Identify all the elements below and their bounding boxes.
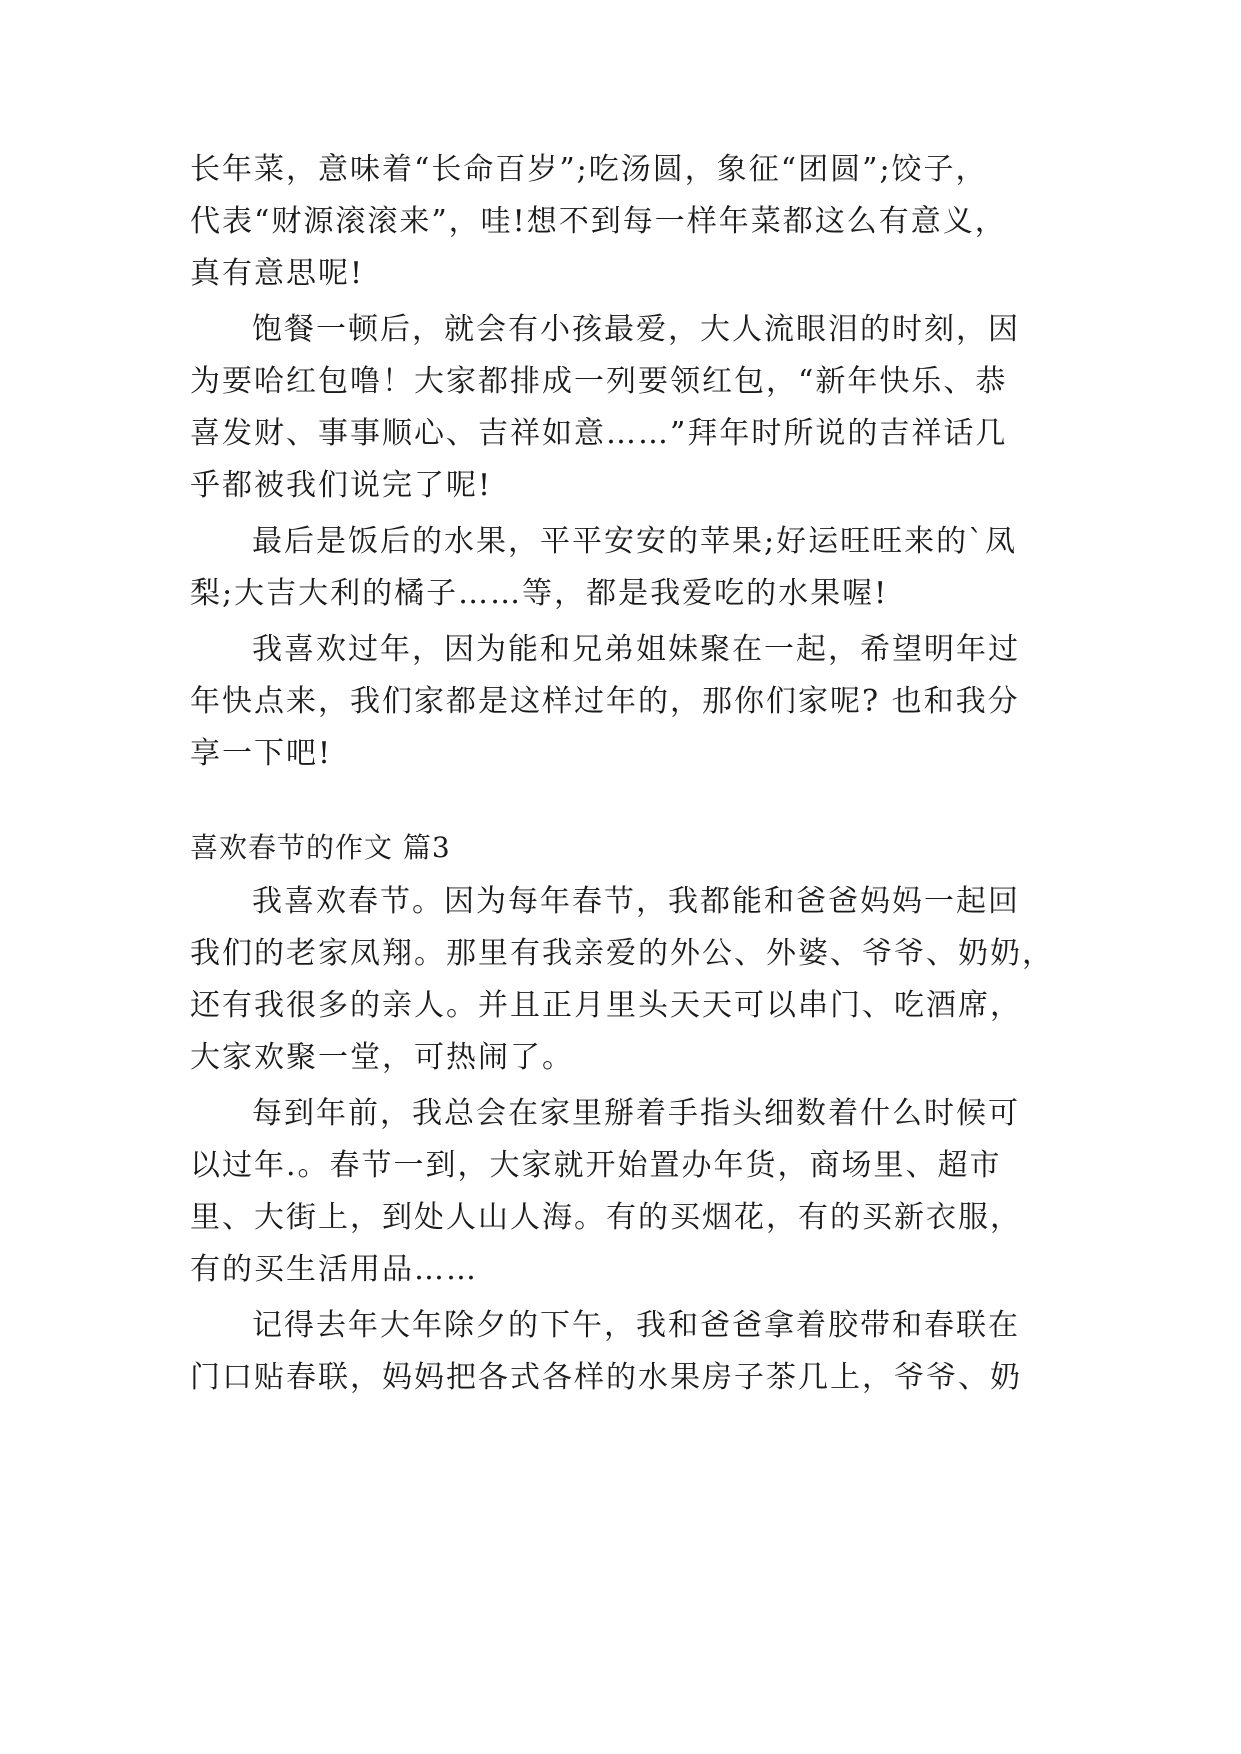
text-line: 享一下吧! bbox=[190, 736, 333, 771]
text-line: 里、大街上，到处人山人海。有的买烟花，有的买新衣服， bbox=[190, 1200, 1022, 1235]
text-line: 最后是饭后的水果，平平安安的苹果;好运旺旺来的`凤 bbox=[252, 524, 1018, 559]
text-line: 年快点来，我们家都是这样过年的，那你们家呢? 也和我分 bbox=[190, 684, 1020, 719]
text-line: 长年菜，意味着“长命百岁”;吃汤圆，象征“团圆”;饺子， bbox=[190, 152, 988, 187]
text-line: 喜发财、事事顺心、吉祥如意……”拜年时所说的吉祥话几 bbox=[190, 416, 1008, 451]
text-line: 大家欢聚一堂，可热闹了。 bbox=[190, 1040, 574, 1075]
text-line: 代表“财源滚滚来”，哇!想不到每一样年菜都这么有意义， bbox=[190, 204, 1007, 239]
text-line: 每到年前，我总会在家里掰着手指头细数着什么时候可 bbox=[252, 1096, 1020, 1131]
text-line: 记得去年大年除夕的下午，我和爸爸拿着胶带和春联在 bbox=[252, 1308, 1020, 1343]
text-line: 门口贴春联，妈妈把各式各样的水果房子茶几上，爷爷、奶 bbox=[190, 1360, 1022, 1395]
text-line: 乎都被我们说完了呢! bbox=[190, 468, 493, 503]
text-line: 真有意思呢! bbox=[190, 256, 365, 291]
text-line: 以过年.。春节一到，大家就开始置办年货，商场里、超市 bbox=[190, 1148, 1002, 1183]
section-title: 喜欢春节的作文 篇3 bbox=[190, 831, 451, 864]
text-line: 梨;大吉大利的橘子……等，都是我爱吃的水果喔! bbox=[190, 576, 889, 611]
text-line: 我们的老家凤翔。那里有我亲爱的外公、外婆、爷爷、奶奶， bbox=[190, 936, 1054, 971]
text-line: 有的买生活用品…… bbox=[190, 1252, 478, 1287]
text-line: 为要哈红包噜！大家都排成一列要领红包，“新年快乐、恭 bbox=[190, 364, 1008, 399]
text-line: 我喜欢春节。因为每年春节，我都能和爸爸妈妈一起回 bbox=[252, 884, 1020, 919]
text-line: 还有我很多的亲人。并且正月里头天天可以串门、吃酒席， bbox=[190, 988, 1022, 1023]
text-line: 我喜欢过年，因为能和兄弟姐妹聚在一起，希望明年过 bbox=[252, 632, 1020, 667]
text-line: 饱餐一顿后，就会有小孩最爱，大人流眼泪的时刻，因 bbox=[252, 312, 1020, 347]
